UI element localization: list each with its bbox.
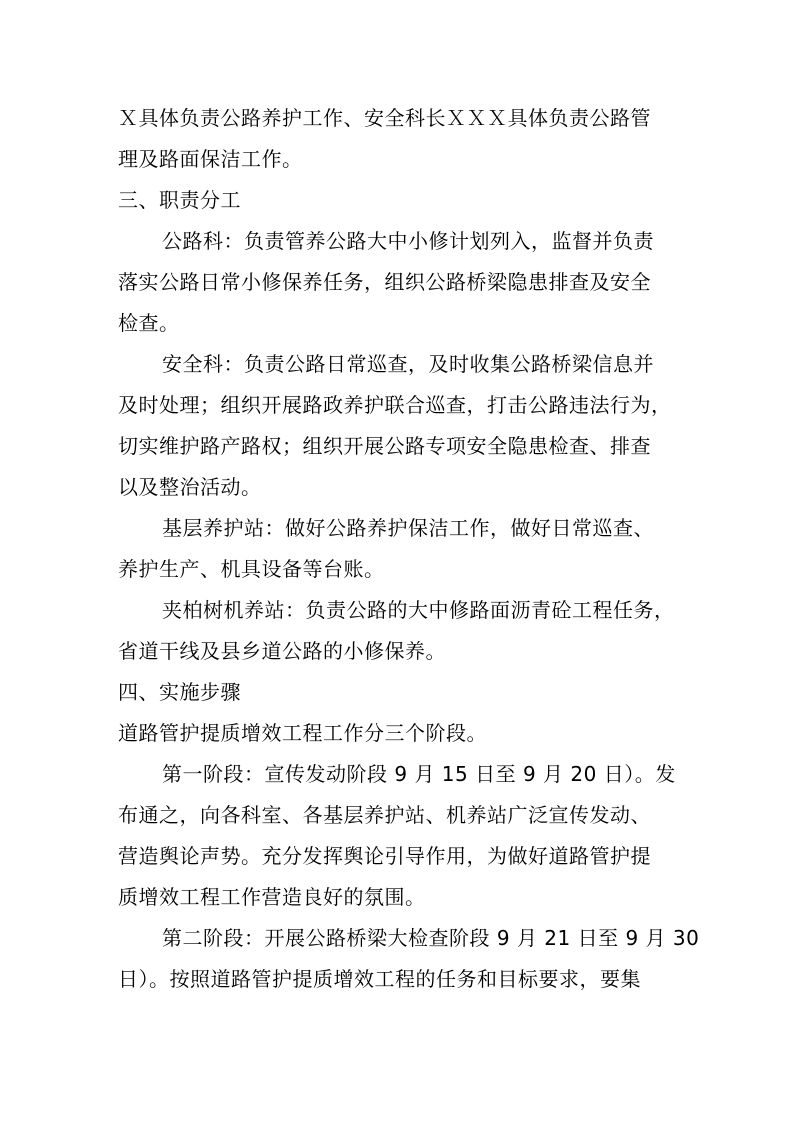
text-line: 理及路面保洁工作。 (118, 147, 303, 171)
text-line: 养护生产、机具设备等台账。 (118, 557, 385, 581)
text-line: Ｘ具体负责公路养护工作、安全科长ＸＸＸ具体负责公路管 (118, 106, 651, 130)
document-body (118, 98, 700, 1000)
section-heading: 四、实施步骤 (118, 680, 241, 704)
text-line: 及时处理；组织开展路政养护联合巡查，打击公路违法行为， (118, 393, 672, 417)
text-line: 以及整治活动。 (118, 475, 262, 499)
text-line: 道路管护提质增效工程工作分三个阶段。 (118, 721, 487, 745)
text-line: 落实公路日常小修保养任务，组织公路桥梁隐患排查及安全 (118, 270, 651, 294)
text-line: 切实维护路产路权；组织开展公路专项安全隐患检查、排查 (118, 434, 651, 458)
text-line: 质增效工程工作营造良好的氛围。 (118, 885, 426, 909)
text-line: 检查。 (118, 311, 180, 335)
text-line: 公路科：负责管养公路大中小修计划列入，监督并负责 (162, 229, 654, 253)
text-line: 基层养护站：做好公路养护保洁工作，做好日常巡查、 (162, 516, 654, 540)
text-line: 安全科：负责公路日常巡查，及时收集公路桥梁信息并 (162, 352, 654, 376)
section-heading: 三、职责分工 (118, 188, 241, 212)
text-line: 营造舆论声势。充分发挥舆论引导作用，为做好道路管护提 (118, 844, 651, 868)
text-line: 夹柏树机养站：负责公路的大中修路面沥青砼工程任务， (162, 598, 675, 622)
text-line: 第一阶段：宣传发动阶段 9 月 15 日至 9 月 20 日）。发 (162, 762, 676, 786)
text-line: 第二阶段：开展公路桥梁大检查阶段 9 月 21 日至 9 月 30 (162, 926, 700, 950)
text-line: 日）。按照道路管护提质增效工程的任务和目标要求，要集 (118, 967, 641, 991)
text-line: 省道干线及县乡道公路的小修保养。 (118, 639, 446, 663)
text-line: 布通之，向各科室、各基层养护站、机养站广泛宣传发动、 (118, 803, 651, 827)
